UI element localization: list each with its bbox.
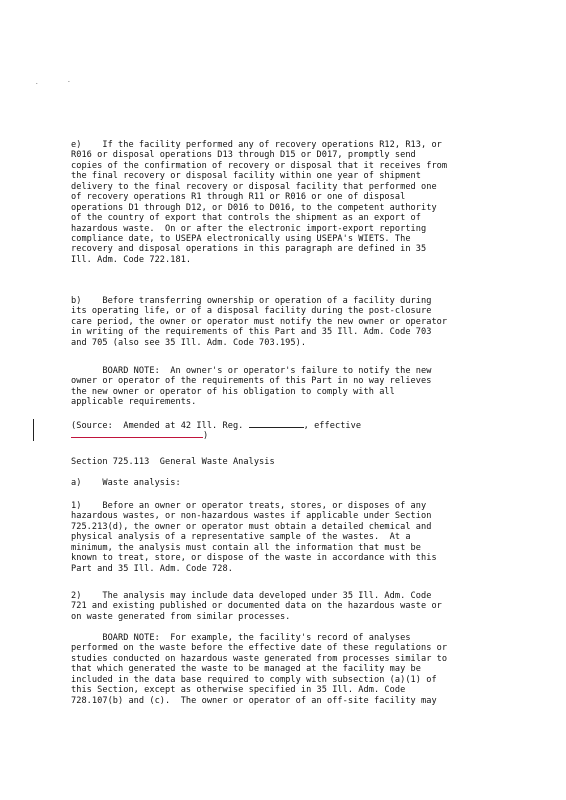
revision-margin-bar [33, 419, 34, 441]
board-note-2 [71, 633, 503, 706]
text-line: that which generated the waste to be managed at the facility may be [71, 664, 421, 675]
text-line: 2) The analysis may include data developed under 35 Ill. Adm. Code [71, 591, 432, 601]
source-lead: (Source: Amended at 42 Ill. Reg. [71, 421, 249, 431]
subsection-a [71, 478, 503, 488]
scan-speck: - [67, 78, 71, 85]
paragraph-b [71, 296, 503, 348]
text-line: known to treat, store, or dispose of the waste in accordance with this [71, 553, 437, 564]
source-note [71, 421, 503, 442]
text-line: of the country of export that controls the shipment as an export of [71, 213, 421, 224]
text-line: compliance date, to USEPA electronically using USEPA's WIETS. The [71, 233, 411, 244]
reg-blank [249, 426, 304, 428]
text-line: hazardous wastes, or non-hazardous wastes if applicable under Section [71, 511, 432, 522]
text-line: copies of the confirmation of recovery or disposal that it receives from [71, 160, 448, 171]
text-line: and 705 (also see 35 Ill. Adm. Code 703.195). [71, 337, 307, 348]
text-line: 728.107(b) and (c). The owner or operator of an off-site facility may [71, 695, 437, 706]
text-line: recovery and disposal operations in this paragraph are defined in 35 [71, 244, 427, 255]
text-line: 721 and existing published or documented data on the hazardous waste or [71, 601, 442, 612]
source-line-2 [71, 431, 503, 441]
subsection-title: a) Waste analysis: [71, 478, 181, 488]
text-line: its operating life, or of a disposal facility during the post-closure [71, 306, 432, 317]
text-line: included in the data base required to comply with subsection (a)(1) of [71, 674, 437, 685]
source-tail: ) [203, 431, 209, 442]
text-line: of recovery operations R1 through R11 or R016 or one of disposal [71, 192, 406, 203]
source-middle: , effective [303, 421, 362, 431]
section-heading [71, 457, 503, 467]
text-line: in writing of the requirements of this Part and 35 Ill. Adm. Code 703 [71, 327, 432, 338]
scan-speck: . [35, 79, 39, 86]
text-line: Ill. Adm. Code 722.181. [71, 254, 192, 265]
text-line: 1) Before an owner or operator treats, stores, or disposes of any [71, 501, 427, 511]
effective-date-blank [71, 436, 203, 438]
text-line: studies conducted on hazardous waste generated from processes similar to [71, 653, 448, 664]
text-line: b) Before transferring ownership or operation of a facility during [71, 296, 432, 306]
text-line: BOARD NOTE: An owner's or operator's failure to notify the new [71, 366, 432, 376]
text-line: hazardous waste. On or after the electronic import-export reporting [71, 223, 427, 234]
paragraph-2 [71, 591, 503, 622]
text-line: physical analysis of a representative sample of the wastes. At a [71, 532, 411, 543]
text-line: operations D1 through D12, or D016 to D016, to the competent authority [71, 202, 437, 213]
text-line: BOARD NOTE: For example, the facility's record of analyses [71, 633, 411, 643]
text-line: on waste generated from similar processes. [71, 611, 291, 622]
text-line: performed on the waste before the effective date of these regulations or [71, 643, 448, 654]
text-line: Part and 35 Ill. Adm. Code 728. [71, 563, 233, 574]
board-note-1 [71, 366, 503, 408]
text-line: R016 or disposal operations D13 through D15 or D017, promptly send [71, 150, 416, 161]
paragraph-1 [71, 501, 503, 574]
text-line: the new owner or operator of his obligation to comply with all [71, 386, 395, 397]
text-line: e) If the facility performed any of recovery operations R12, R13, or [71, 140, 442, 150]
text-line: delivery to the final recovery or disposal facility that performed one [71, 181, 437, 192]
source-line [71, 421, 503, 431]
text-line: owner or operator of the requirements of this Part in no way relieves [71, 376, 432, 387]
section-title: Section 725.113 General Waste Analysis [71, 457, 275, 467]
text-line: applicable requirements. [71, 397, 197, 408]
text-line: care period, the owner or operator must notify the new owner or operator [71, 316, 448, 327]
text-line: 725.213(d), the owner or operator must obtain a detailed chemical and [71, 521, 432, 532]
text-line: this Section, except as otherwise specified in 35 Ill. Adm. Code [71, 685, 406, 696]
text-line: the final recovery or disposal facility within one year of shipment [71, 171, 421, 182]
text-line: minimum, the analysis must contain all the information that must be [71, 542, 421, 553]
paragraph-e [71, 140, 503, 265]
